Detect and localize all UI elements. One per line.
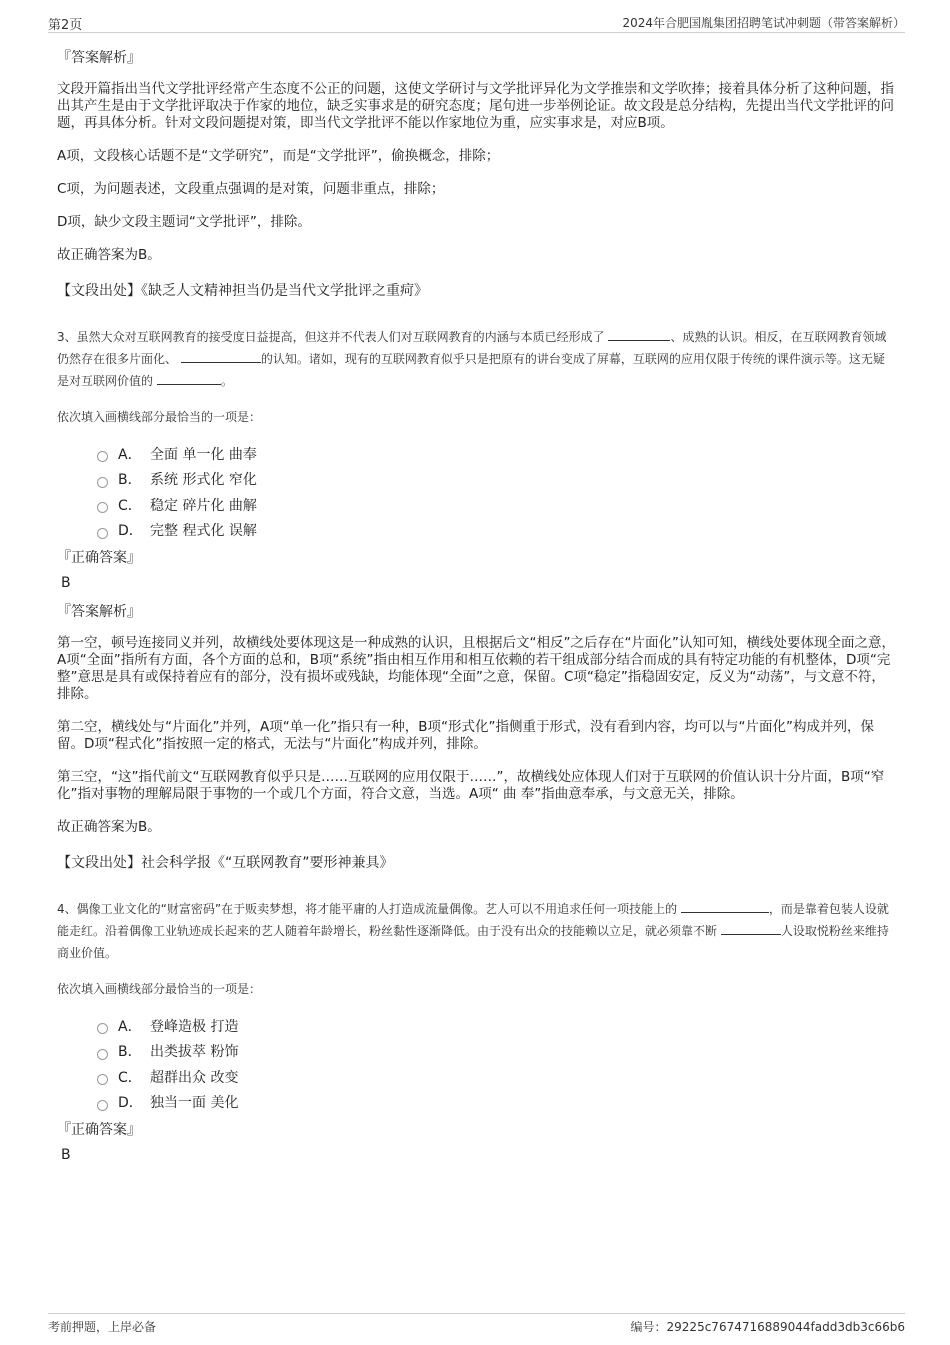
fill-blank [608,328,670,341]
correct-answer: B [61,1147,71,1163]
option-c[interactable]: C． 稳定 碎片化 曲解 [97,492,895,518]
correct-answer-label: 『正确答案』 [57,550,141,566]
option-a[interactable]: A． 全面 单一化 曲奉 [97,441,895,467]
radio-icon[interactable] [97,528,108,539]
page-footer [48,1313,905,1336]
radio-icon[interactable] [97,1100,108,1111]
option-d[interactable]: D． 完整 程式化 误解 [97,518,895,544]
fill-blank [721,922,781,935]
analysis-label: 『答案解析』 [57,604,141,620]
question-prompt: 依次填入画横线部分最恰当的一项是： [57,982,262,996]
analysis-label: 『答案解析』 [57,50,141,66]
option-c[interactable]: C． 超群出众 改变 [97,1064,895,1090]
radio-icon[interactable] [97,502,108,513]
analysis-paragraph: 故正确答案为B。 [57,247,161,263]
option-list [97,1013,895,1115]
correct-answer: B [61,575,71,591]
question-prompt: 依次填入画横线部分最恰当的一项是： [57,410,262,424]
question-3-text: 3、虽然大众对互联网教育的接受度日益提高，但这并不代表人们对互联网教育的内涵与本质已经形成了 、成熟的认识。相反，在互联网教育领域仍然存在很多片面化、 的认知。诸如，现有的互联网教育似乎只是把原有的讲台变成了屏幕，互联网的应用仅限于传统的课件演示等。这无疑是对互联网价值的 。 [57,330,887,388]
radio-icon[interactable] [97,477,108,488]
option-d[interactable]: D． 独当一面 美化 [97,1090,895,1116]
option-a[interactable]: A． 登峰造极 打造 [97,1013,895,1039]
page-number: 第2页 [48,18,83,33]
question-4-text: 4、偶像工业文化的“财富密码”在于贩卖梦想，将才能平庸的人打造成流量偶像。艺人可以不用追求任何一项技能上的 ，而是靠着包装人设就能走红。沿着偶像工业轨迹成长起来的艺人随着年龄增长，粉丝黏性逐渐降低。由于没有出众的技能赖以立足，就必须靠不断 人设取悦粉丝来维持商业价值。 [57,902,889,960]
fill-blank [181,350,261,363]
radio-icon[interactable] [97,1074,108,1085]
analysis-paragraph: 第一空，顿号连接同义并列，故横线处要体现这是一种成熟的认识，且根据后文“相反”之后存在“片面化”认知可知，横线处要体现全面之意，A项“全面”指所有方面，各个方面的总和，B项“系统”指由相互作用和相互依赖的若干组成部分结合而成的具有特定功能的有机整体，D项“完整”意思是具有或保持着应有的部分，没有损坏或残缺，均能体现“全面”之意，保留。C项“稳定”指稳固安定，反义为“动荡”，与文意不符，排除。 [57,635,895,702]
analysis-paragraph: 文段开篇指出当代文学批评经常产生态度不公正的问题，这使文学研讨与文学批评异化为文学推崇和文学吹捧；接着具体分析了这种问题，指出其产生是由于文学批评取决于作家的地位，缺乏实事求是的研究态度；尾句进一步举例论证。故文段是总分结构，先提出当代文学批评的问题，再具体分析。针对文段问题提对策，即当代文学批评不能以作家地位为重，应实事求是，对应B项。 [57,81,894,131]
correct-answer-label: 『正确答案』 [57,1122,141,1138]
analysis-paragraph: D项，缺少文段主题词“文学批评”，排除。 [57,214,311,230]
fill-blank [681,900,769,913]
option-b[interactable]: B． 出类拔萃 粉饰 [97,1039,895,1065]
radio-icon[interactable] [97,1023,108,1034]
analysis-paragraph: 第二空，横线处与“片面化”并列，A项“单一化”指只有一种，B项“形式化”指侧重于形式，没有看到内容，均可以与“片面化”构成并列，保留。D项“程式化”指按照一定的格式，无法与“片面化”构成并列，排除。 [57,719,874,752]
passage-source: 【文段出处】《缺乏人文精神担当仍是当代文学批评之重疴》 [57,283,428,299]
document-id: 编号：29225c7674716889044fadd3db3c66b6 [630,1320,905,1334]
analysis-paragraph: 故正确答案为B。 [57,819,161,835]
option-b[interactable]: B． 系统 形式化 窄化 [97,467,895,493]
radio-icon[interactable] [97,1049,108,1060]
analysis-paragraph: A项，文段核心话题不是“文学研究”，而是“文学批评”，偷换概念，排除； [57,148,500,164]
page-header [48,10,905,33]
fill-blank [157,372,221,385]
document-body [57,47,895,1173]
passage-source: 【文段出处】社会科学报《“互联网教育”要形神兼具》 [57,855,394,871]
option-list [97,441,895,543]
document-title: 2024年合肥国胤集团招聘笔试冲刺题（带答案解析） [622,16,905,30]
radio-icon[interactable] [97,451,108,462]
analysis-paragraph: 第三空，“这”指代前文“互联网教育似乎只是……互联网的应用仅限于……”，故横线处应体现人们对于互联网的价值认识十分片面，B项“窄化”指对事物的理解局限于事物的一个或几个方面，符合文意，当选。A项“ 曲 奉”指曲意奉承，与文意无关，排除。 [57,769,885,802]
analysis-paragraph: C项，为问题表述，文段重点强调的是对策，问题非重点，排除； [57,181,445,197]
footer-slogan: 考前押题，上岸必备 [48,1320,157,1334]
